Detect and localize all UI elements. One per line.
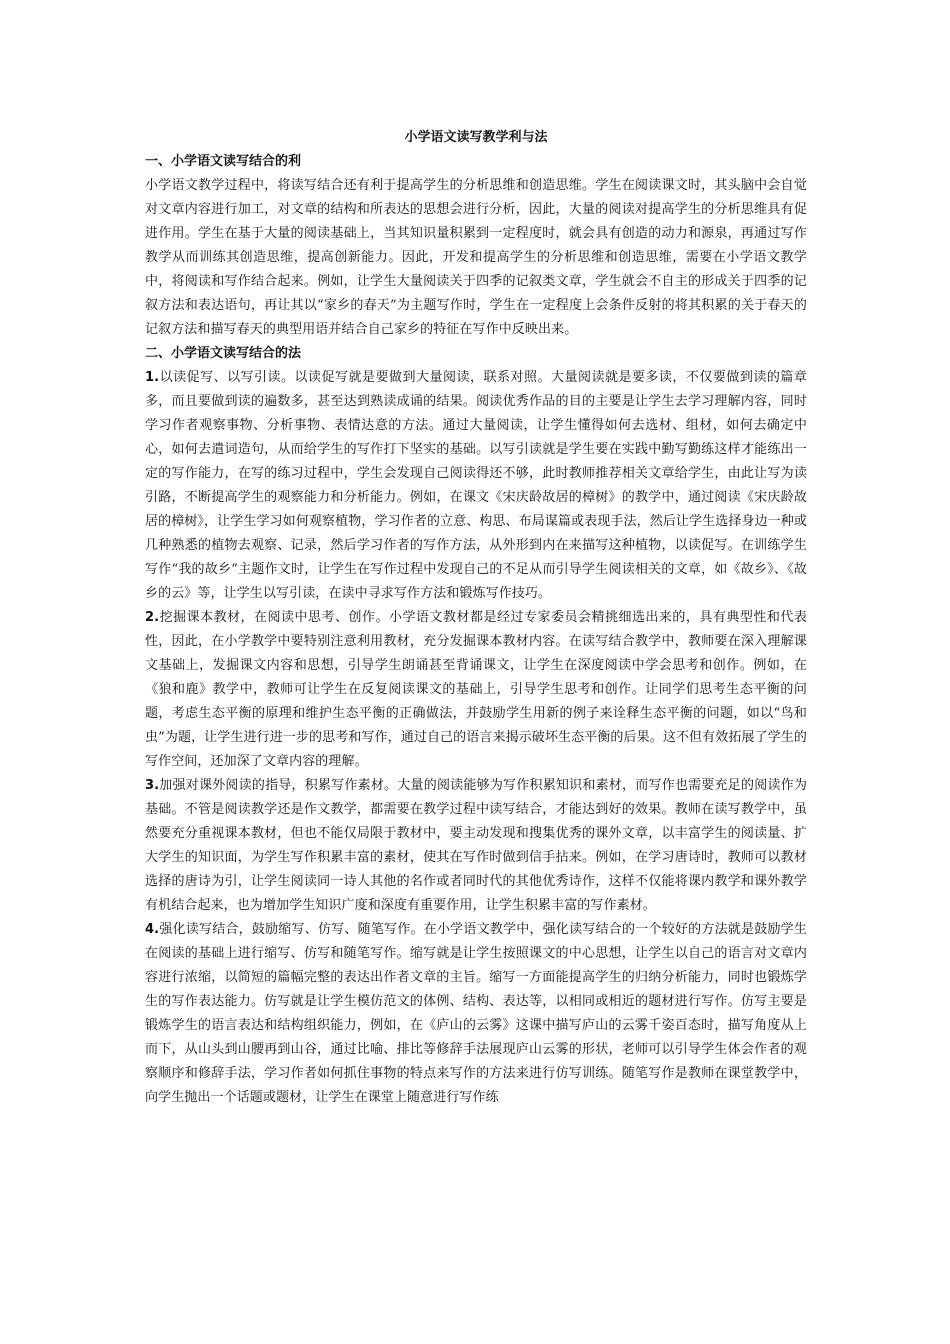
method-item-text: 挖掘课本教材，在阅读中思考、创作。小学语文教材都是经过专家委员会精挑细选出来的，具有典型性和代表性，因此，在小学教学中要特别注意利用教材，充分发掘课本教材内容。在读写结合教学中，教师要在深入理解课文基础上，发掘课文内容和思想，引导学生朗诵甚至背诵课文，让学生在深度阅读中学会思考和创作。例如，在《狼和鹿》教学中，教师可让学生在反复阅读课文的基础上，引导学生思考和创作。让同学们思考生态平衡的问题，考虑生态平衡的原理和维护生态平衡的正确做法，并鼓励学生用新的例子来诠释生态平衡的问题，如以“鸟和虫”为题，让学生进行进一步的思考和写作，通过自己的语言来揭示破坏生态平衡的后果。这不但有效拓展了学生的写作空间，还加深了文章内容的理解。 — [145, 610, 807, 769]
method-item-text: 强化读写结合，鼓励缩写、仿写、随笔写作。在小学语文教学中，强化读写结合的一个较好的方法就是鼓励学生在阅读的基础上进行缩写、仿写和随笔写作。缩写就是让学生按照课文的中心思想，让学生以自己的语言对文章内容进行浓缩，以简短的篇幅完整的表达出作者文章的主旨。缩写一方面能提高学生的归纳分析能力，同时也锻炼学生的写作表达能力。仿写就是让学生模仿范文的体例、结构、表达等，以相同或相近的题材进行写作。仿写主要是锻炼学生的语言表达和结构组织能力，例如，在《庐山的云雾》这课中描写庐山的云雾千姿百态时，描写角度从上而下，从山头到山腰再到山谷，通过比喻、排比等修辞手法展现庐山云雾的形状，老师可以引导学生体会作者的观察顺序和修辞手法，学习作者如何抓住事物的特点来写作的方法来进行仿写训练。随笔写作是教师在课堂教学中，向学生抛出一个话题或题材，让学生在课堂上随意进行写作练 — [145, 922, 807, 1105]
section-heading-benefits: 一、小学语文读写结合的利 — [145, 154, 302, 169]
method-item-number: 4. — [145, 922, 160, 937]
method-item-1 — [145, 366, 807, 606]
method-item-text: 以读促写、以写引读。以读促写就是要做到大量阅读，联系对照。大量阅读就是要多读，不仅要做到读的篇章多，而且要做到读的遍数多，甚至达到熟读成诵的结果。阅读优秀作品的目的主要是让学生去学习理解内容，同时学习作者观察事物、分析事物、表情达意的方法。通过大量阅读，让学生懂得如何去选材、组材，如何去确定中心，如何去遣词造句，从而给学生的写作打下坚实的基础。以写引读就是学生要在实践中勤写勤练这样才能练出一定的写作能力，在写的练习过程中，学生会发现自己阅读得还不够，此时教师推荐相关文章给学生，由此让写为读引路，不断提高学生的观察能力和分析能力。例如，在课文《宋庆龄故居的樟树》的教学中，通过阅读《宋庆龄故居的樟树》，让学生学习如何观察植物，学习作者的立意、构思、布局谋篇或表现手法，然后让学生选择身边一种或几种熟悉的植物去观察、记录，然后学习作者的写作方法，从外形到内在来描写这种植物，以读促写。在训练学生写作“我的故乡”主题作文时，让学生在写作过程中发现自己的不足从而引导学生阅读相关的文章，如《故乡》、《故乡的云》等，让学生以写引读，在读中寻求写作方法和锻炼写作技巧。 — [145, 370, 807, 601]
method-item-3 — [145, 774, 807, 918]
method-item-number: 3. — [145, 778, 160, 793]
method-item-text: 加强对课外阅读的指导，积累写作素材。大量的阅读能够为写作积累知识和素材，而写作也需要充足的阅读作为基础。不管是阅读教学还是作文教学，都需要在教学过程中读写结合，才能达到好的效果。教师在读写教学中，虽然要充分重视课本教材，但也不能仅局限于教材中，要主动发现和搜集优秀的课外文章，以丰富学生的阅读量、扩大学生的知识面，为学生写作积累丰富的素材，使其在写作时做到信手拈来。例如，在学习唐诗时，教师可以教材选择的唐诗为引，让学生阅读同一诗人其他的名作或者同时代的其他优秀诗作，这样不仅能将课内教学和课外教学有机结合起来，也为增加学生知识广度和深度有重要作用，让学生积累丰富的写作素材。 — [145, 778, 807, 913]
method-item-number: 2. — [145, 610, 160, 625]
method-item-4 — [145, 918, 807, 1110]
paragraph-benefits: 小学语文教学过程中，将读写结合还有利于提高学生的分析思维和创造思维。学生在阅读课文时，其头脑中会自觉对文章内容进行加工，对文章的结构和所表达的思想会进行分析，因此，大量的阅读对提高学生的分析思维具有促进作用。学生在基于大量的阅读基础上，当其知识量积累到一定程度时，就会具有创造的动力和源泉，再通过写作教学从而训练其创造思维，提高创新能力。因此，开发和提高学生的分析思维和创造思维，需要在小学语文教学中，将阅读和写作结合起来。例如，让学生大量阅读关于四季的记叙类文章，学生就会不自主的形成关于四季的记叙方法和表达语句，再让其以“家乡的春天”为主题写作时，学生在一定程度上会条件反射的将其积累的关于春天的记叙方法和描写春天的典型用语并结合自己家乡的特征在写作中反映出来。 — [145, 178, 807, 337]
document-title: 小学语文读写教学利与法 — [404, 130, 548, 145]
method-item-2 — [145, 606, 807, 774]
document-body — [145, 126, 807, 1110]
method-item-number: 1. — [145, 370, 160, 385]
section-heading-methods: 二、小学语文读写结合的法 — [145, 346, 302, 361]
